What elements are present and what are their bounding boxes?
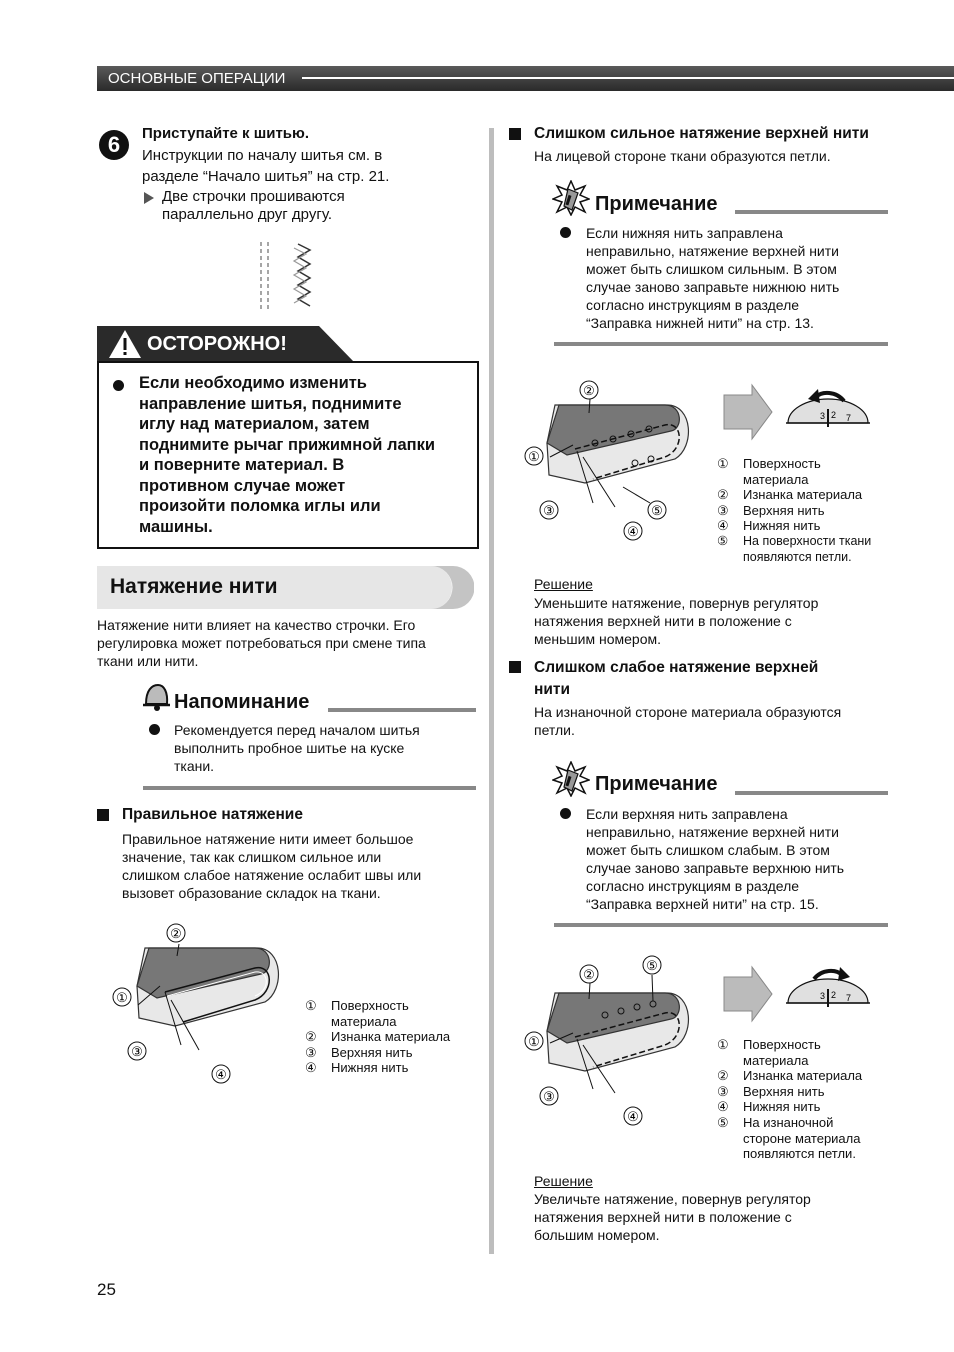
figure-callout-2: ② (583, 383, 595, 398)
solution-line: Уменьшите натяжение, повернув регулятор (534, 595, 819, 611)
tight-solution-label: Решение (534, 576, 593, 592)
caution-box (97, 361, 479, 549)
text-line: слишком слабое натяжение ослабит швы или (122, 867, 422, 883)
legend-number: ② (717, 1068, 729, 1084)
note-line: Если верхняя нить заправлена (586, 806, 788, 822)
intro-line: Натяжение нити влияет на качество строчки. Его (97, 617, 416, 633)
figure-callout-1: ① (528, 449, 540, 464)
dial-number: 7 (846, 413, 852, 423)
tension-dial-decrease-icon (786, 385, 870, 431)
legend-text: стороне материала (743, 1130, 861, 1146)
note-line: согласно инструкциям в разделе (586, 878, 800, 894)
section-intro (97, 616, 426, 670)
result-line: Две строчки прошиваются (162, 188, 345, 205)
legend-text: появляются петли. (743, 549, 852, 564)
legend-text: Изнанка материала (331, 1029, 451, 1045)
figure-callout-4: ④ (627, 1109, 639, 1124)
step-instructions (142, 145, 389, 187)
legend-text: Верхняя нить (743, 502, 825, 518)
legend-text: На изнаночной (743, 1114, 834, 1130)
legend-text: Изнанка материала (743, 1068, 863, 1084)
dial-number: 3 (820, 411, 826, 421)
reminder-line: ткани. (174, 758, 215, 774)
bell-icon (140, 682, 172, 712)
note-icon (552, 180, 590, 216)
step-result (162, 188, 345, 224)
legend-number: ⑤ (717, 1114, 729, 1130)
reminder-bottom-rule (143, 786, 476, 790)
column-divider (489, 128, 494, 1254)
figure-callout-2: ② (170, 926, 182, 941)
dial-number: 2 (831, 990, 837, 1000)
note-line: неправильно, натяжение верхней нити (586, 243, 839, 259)
solution-line: меньшим номером. (534, 631, 662, 647)
caution-text (139, 373, 435, 537)
dial-number: 2 (831, 410, 837, 420)
caution-line: произойти поломка иглы или (139, 497, 381, 515)
bullet-icon (113, 380, 124, 391)
figure-callout-4: ④ (627, 524, 639, 539)
loose-note-text (586, 805, 844, 913)
reminder-line: выполнить пробное шитье на куске (174, 740, 405, 756)
desc-line: На изнаночной стороне материала образуются (534, 704, 842, 720)
solution-line: Увеличьте натяжение, повернув регулятор (534, 1191, 811, 1207)
figure-callout-3: ③ (543, 503, 555, 518)
text-line: Правильное натяжение нити имеет большое (122, 831, 414, 847)
legend-number: ③ (305, 1044, 317, 1060)
section-header-label: ОСНОВНЫЕ ОПЕРАЦИИ (108, 70, 286, 87)
text-line: вызовет образование складок на ткани. (122, 885, 381, 901)
legend-text: Поверхность (331, 998, 409, 1013)
text-line: значение, так как слишком сильное или (122, 849, 382, 865)
note-title-rule (735, 210, 888, 214)
solution-line: натяжения верхней нити в положение с (534, 1209, 792, 1225)
tight-tension-desc: На лицевой стороне ткани образуются петли. (534, 148, 831, 164)
section-header (97, 66, 954, 91)
intro-line: ткани или нити. (97, 653, 199, 669)
caution-line: противном случае может (139, 476, 346, 495)
legend-text: Нижняя нить (743, 518, 821, 534)
loose-note-title: Примечание (595, 773, 718, 795)
note-bottom-rule (554, 923, 888, 927)
square-bullet-icon (509, 128, 521, 140)
legend-number: ① (305, 998, 317, 1013)
tight-tension-title: Слишком сильное натяжение верхней нити (534, 125, 869, 142)
parallel-stitches-illustration (256, 240, 320, 312)
dial-number: 7 (846, 993, 852, 1003)
legend-text: материала (743, 1052, 809, 1068)
legend-text: Верхняя нить (331, 1044, 413, 1060)
note-bottom-rule (554, 342, 888, 346)
reminder-title-rule (328, 708, 476, 712)
step-title: Приступайте к шитью. (142, 125, 309, 142)
note-icon (552, 761, 590, 797)
tight-note-title: Примечание (595, 193, 718, 215)
reminder-text (174, 721, 420, 775)
solution-line: натяжения верхней нити в положение с (534, 613, 792, 629)
step-number-badge: 6 (99, 130, 129, 160)
figure-callout-3: ③ (131, 1044, 143, 1059)
caution-line: и поверните материал. В (139, 456, 345, 474)
note-line: Если нижняя нить заправлена (586, 225, 783, 241)
legend-text: Поверхность (743, 456, 821, 471)
legend-text: материала (743, 471, 809, 487)
intro-line: регулировка может потребоваться при смене типа (97, 635, 426, 651)
loose-tension-legend (717, 1037, 892, 1162)
tension-dial-increase-icon (786, 965, 870, 1011)
legend-text: Изнанка материала (743, 487, 863, 503)
note-line: неправильно, натяжение верхней нити (586, 824, 839, 840)
reminder-line: Рекомендуется перед началом шитья (174, 722, 420, 738)
figure-callout-1: ① (116, 990, 128, 1005)
caution-line: иглу над материалом, затем (139, 415, 370, 433)
tight-tension-legend (717, 456, 892, 565)
bullet-icon (560, 227, 571, 238)
legend-number: ② (305, 1029, 317, 1045)
legend-text: На поверхности ткани (743, 533, 872, 548)
caution-line: Если необходимо изменить (139, 374, 367, 392)
legend-number: ② (717, 487, 729, 503)
correct-tension-title: Правильное натяжение (122, 806, 303, 823)
square-bullet-icon (509, 661, 521, 673)
correct-tension-figure (105, 920, 295, 1090)
figure-callout-5: ⑤ (651, 503, 663, 518)
legend-number: ④ (717, 1099, 729, 1115)
step-line: Инструкции по началу шитья см. в (142, 147, 383, 164)
dial-number: 3 (820, 991, 826, 1001)
result-line: параллельно друг другу. (162, 206, 332, 223)
caution-label: ОСТОРОЖНО! (147, 333, 287, 355)
legend-text: Поверхность (743, 1037, 821, 1052)
correct-tension-legend (305, 998, 480, 1076)
figure-callout-1: ① (528, 1034, 540, 1049)
note-line: “Заправка нижней нити” на стр. 13. (586, 315, 814, 331)
step-line: разделе “Начало шитья” на стр. 21. (142, 168, 390, 185)
note-line: может быть слишком сильным. В этом (586, 261, 837, 277)
legend-number: ⑤ (717, 533, 729, 548)
reminder-title: Напоминание (174, 691, 310, 713)
figure-callout-2: ② (583, 967, 595, 982)
square-bullet-icon (97, 809, 109, 821)
legend-text: Верхняя нить (743, 1083, 825, 1099)
legend-text: материала (331, 1013, 397, 1029)
figure-callout-3: ③ (543, 1089, 555, 1104)
note-line: случае заново заправьте нижнюю нить (586, 279, 840, 295)
desc-line: петли. (534, 722, 575, 738)
note-line: “Заправка верхней нити” на стр. 15. (586, 896, 819, 912)
arrow-right-icon (722, 383, 774, 441)
loose-tension-title (534, 657, 818, 701)
loose-tension-desc (534, 703, 841, 739)
caution-line: направление шитья, поднимите (139, 394, 402, 413)
solution-line: большим номером. (534, 1227, 660, 1243)
section-title: Натяжение нити (110, 575, 278, 598)
legend-number: ④ (305, 1060, 317, 1076)
note-line: может быть слишком слабым. В этом (586, 842, 830, 858)
loose-solution-label: Решение (534, 1173, 593, 1189)
legend-text: появляются петли. (743, 1146, 856, 1162)
legend-number: ① (717, 456, 729, 471)
legend-number: ④ (717, 518, 729, 534)
page-number: 25 (97, 1280, 116, 1299)
tight-solution-text (534, 594, 818, 648)
legend-number: ① (717, 1037, 729, 1052)
caution-line: поднимите рычаг прижимной лапки (139, 435, 436, 454)
loose-solution-text (534, 1190, 811, 1244)
loose-tension-figure (515, 955, 705, 1130)
bullet-icon (149, 724, 160, 735)
figure-callout-4: ④ (215, 1067, 227, 1082)
bullet-icon (560, 808, 571, 819)
note-line: согласно инструкциям в разделе (586, 297, 800, 313)
legend-text: Нижняя нить (743, 1099, 821, 1115)
correct-tension-text (122, 830, 421, 902)
tight-tension-figure (515, 375, 705, 545)
legend-text: Нижняя нить (331, 1060, 409, 1076)
title-line: нити (534, 681, 571, 698)
legend-number: ③ (717, 1083, 729, 1099)
caution-line: машины. (139, 517, 213, 536)
title-line: Слишком слабое натяжение верхней (534, 659, 819, 676)
legend-number: ③ (717, 502, 729, 518)
result-arrow-icon (144, 192, 154, 204)
figure-callout-5: ⑤ (646, 958, 658, 973)
tight-note-text (586, 224, 839, 332)
note-title-rule (735, 791, 888, 795)
note-line: случае заново заправьте верхнюю нить (586, 860, 845, 876)
arrow-right-icon (722, 965, 774, 1023)
